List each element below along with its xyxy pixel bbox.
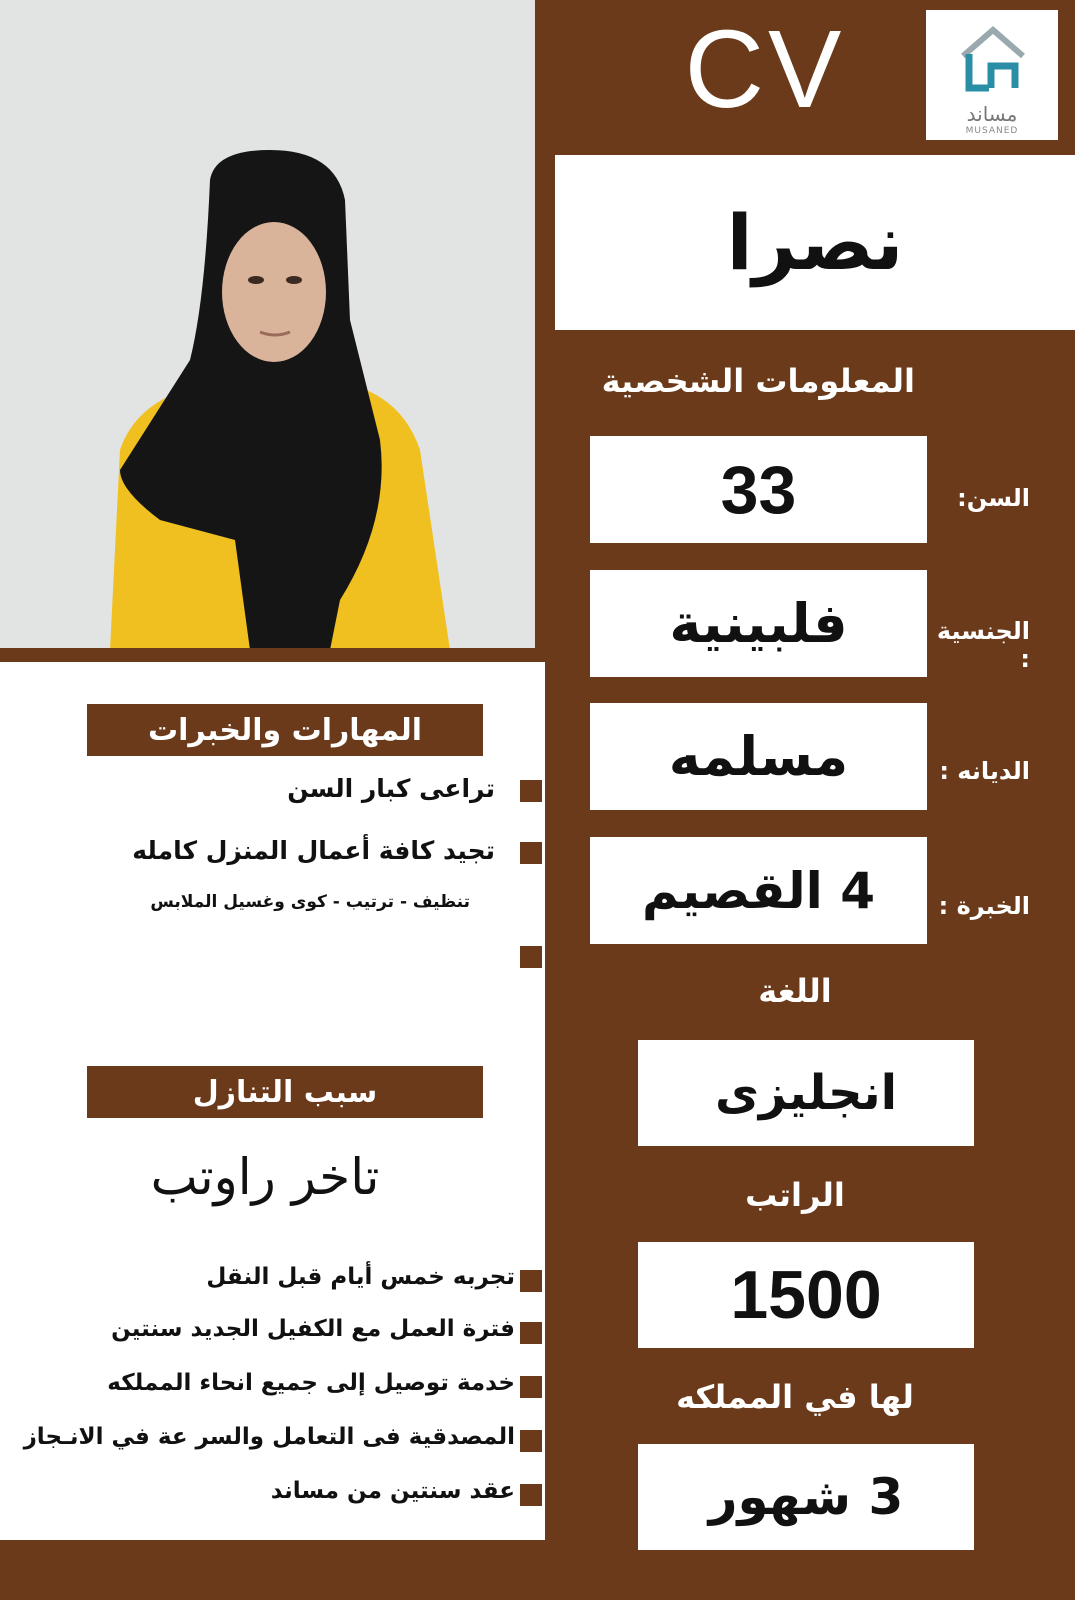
term-item-5: عقد سنتين من مساند xyxy=(270,1478,515,1504)
term-item-4: المصدقية فى التعامل والسر عة في الانـجاز xyxy=(23,1424,515,1450)
skill-bullet-3 xyxy=(520,946,542,968)
release-reason-heading: سبب التنازل xyxy=(87,1066,483,1118)
salary-heading: الراتب xyxy=(745,1176,845,1214)
skill-bullet-1 xyxy=(520,780,542,802)
house-logo-icon xyxy=(953,18,1033,98)
release-reason-value: تاخر راوتب xyxy=(150,1148,380,1206)
name-box: نصرا xyxy=(555,155,1075,330)
profile-photo xyxy=(0,0,535,648)
religion-value-box: مسلمه xyxy=(590,703,927,810)
term-bullet-3 xyxy=(520,1376,542,1398)
experience-value-box: 4 القصيم xyxy=(590,837,927,944)
skill-item-1: تراعى كبار السن xyxy=(287,774,495,803)
in-kingdom-heading: لها في المملكه xyxy=(676,1378,914,1416)
personal-info-heading: المعلومات الشخصية xyxy=(601,362,915,400)
term-bullet-1 xyxy=(520,1270,542,1292)
cv-title: CV xyxy=(684,8,846,131)
language-heading: اللغة xyxy=(758,972,832,1010)
skills-heading: المهارات والخبرات xyxy=(87,704,483,756)
musaned-logo xyxy=(926,10,1058,140)
term-item-2: فترة العمل مع الكفيل الجديد سنتين xyxy=(111,1316,515,1342)
logo-english-text: MUSANED xyxy=(965,126,1019,136)
age-value-box: 33 xyxy=(590,436,927,543)
experience-label: الخبرة : xyxy=(938,892,1030,920)
logo-arabic-text: مساند xyxy=(966,102,1018,126)
photo-right-strip xyxy=(535,0,547,660)
religion-label: الديانه : xyxy=(939,757,1030,785)
nationality-value-box: فلبينية xyxy=(590,570,927,677)
photo-bottom-strip xyxy=(0,648,560,662)
term-bullet-5 xyxy=(520,1484,542,1506)
skill-sub-note: تنظيف - ترتيب - كوى وغسيل الملابس xyxy=(150,892,470,912)
term-item-3: خدمة توصيل إلى جميع انحاء المملكه xyxy=(107,1370,515,1396)
term-bullet-4 xyxy=(520,1430,542,1452)
age-label: السن: xyxy=(957,484,1030,512)
nationality-label: الجنسية : xyxy=(936,617,1030,673)
in-kingdom-value-box: 3 شهور xyxy=(638,1444,974,1550)
term-bullet-2 xyxy=(520,1322,542,1344)
skill-item-2: تجيد كافة أعمال المنزل كامله xyxy=(132,836,495,865)
skill-bullet-2 xyxy=(520,842,542,864)
language-value-box: انجليزى xyxy=(638,1040,974,1146)
salary-value-box: 1500 xyxy=(638,1242,974,1348)
term-item-1: تجربه خمس أيام قبل النقل xyxy=(206,1264,515,1290)
